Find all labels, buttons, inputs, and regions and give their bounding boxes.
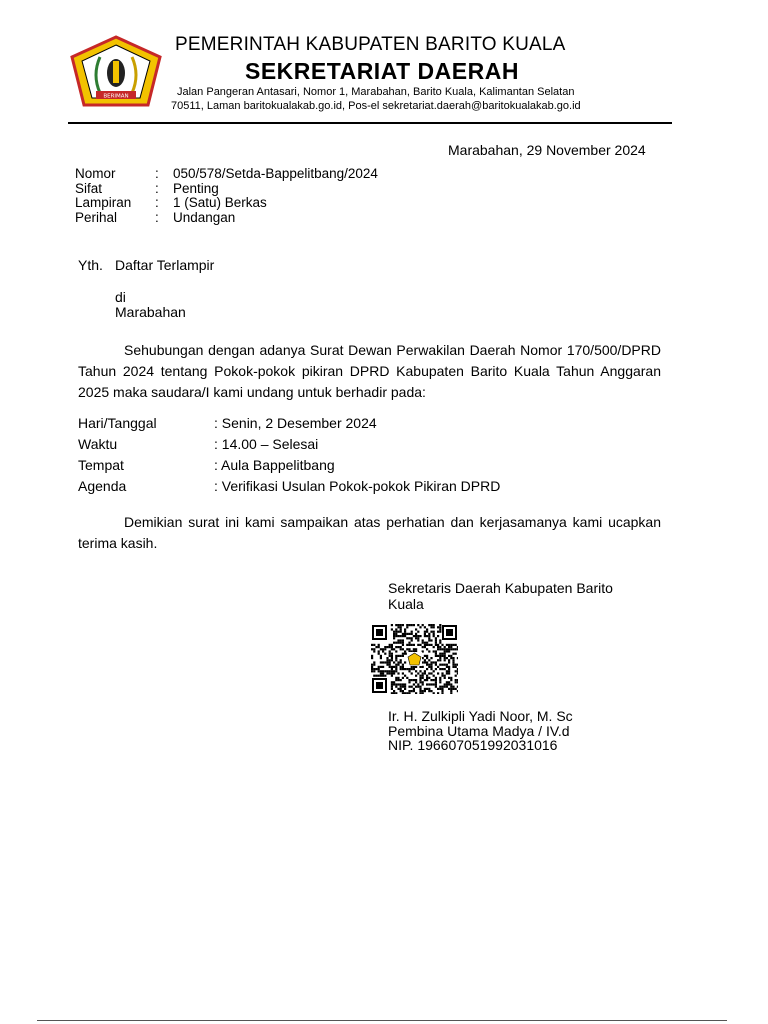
recipient-salutation: Yth.: [78, 257, 103, 273]
event-schedule: [78, 413, 500, 497]
schedule-label: Hari/Tanggal: [78, 415, 157, 431]
schedule-row-date: [78, 413, 500, 434]
schedule-row-place: [78, 455, 500, 476]
meta-label: Lampiran: [75, 195, 132, 210]
schedule-value: : Aula Bappelitbang: [214, 457, 335, 473]
signature-qr-code: [371, 624, 458, 694]
schedule-label: Waktu: [78, 436, 118, 452]
schedule-row-time: [78, 434, 500, 455]
meta-row-number: [75, 167, 378, 182]
meta-separator: :: [155, 166, 159, 181]
office-name: SEKRETARIAT DAERAH: [245, 58, 519, 84]
meta-label: Perihal: [75, 209, 118, 225]
address-line-2: 70511, Laman baritokualakab.go.id, Pos-el sekretariat.daerah@baritokualakab.go.id: [171, 100, 581, 112]
meta-label: Nomor: [75, 166, 116, 181]
letter-meta: [75, 167, 378, 225]
regency-emblem-icon: [70, 35, 162, 111]
letterhead-divider: [68, 122, 672, 124]
schedule-value: : Senin, 2 Desember 2024: [214, 415, 377, 431]
meta-value: Undangan: [173, 209, 236, 225]
meta-separator: :: [155, 180, 159, 196]
schedule-label: Tempat: [78, 457, 124, 473]
meta-row-nature: [75, 182, 378, 197]
signer-name: Ir. H. Zulkipli Yadi Noor, M. Sc: [388, 708, 573, 724]
address-line-1: Jalan Pangeran Antasari, Nomor 1, Marabahan, Barito Kuala, Kalimantan Selatan: [177, 86, 575, 98]
meta-label: Sifat: [75, 180, 103, 196]
meta-row-subject: [75, 211, 378, 226]
opening-paragraph: Sehubungan dengan adanya Surat Dewan Perwakilan Daerah Nomor 170/500/DPRD Tahun 2024 tentang Pokok-pokok pikiran DPRD Kabupaten Barito Kuala Tahun Anggaran 2025 maka saudara/I kami undang untuk berhadir pada:: [78, 342, 661, 400]
regency-logo: [70, 35, 162, 111]
signer-nip: NIP. 196607051992031016: [388, 737, 558, 753]
signature-title: Sekretaris Daerah Kabupaten Barito Kuala: [388, 580, 613, 612]
schedule-label: Agenda: [78, 478, 127, 494]
meta-separator: :: [155, 195, 159, 210]
recipient-name: Daftar Terlampir: [115, 257, 215, 273]
closing-paragraph: Demikian surat ini kami sampaikan atas perhatian dan kerjasamanya kami ucapkan terima kasih.: [78, 514, 661, 551]
recipient-di: di: [115, 289, 126, 305]
schedule-value: : 14.00 – Selesai: [214, 436, 319, 452]
recipient-place: Marabahan: [115, 304, 186, 320]
meta-row-attachment: [75, 196, 378, 211]
schedule-value: : Verifikasi Usulan Pokok-pokok Pikiran DPRD: [214, 478, 501, 494]
svg-text:BERIMAN: BERIMAN: [103, 93, 129, 100]
government-name: PEMERINTAH KABUPATEN BARITO KUALA: [175, 34, 566, 55]
letter-date: Marabahan, 29 November 2024: [448, 142, 646, 158]
meta-separator: :: [155, 209, 159, 225]
signer-rank: Pembina Utama Madya / IV.d: [388, 722, 570, 739]
meta-value: Penting: [173, 180, 219, 196]
qr-code-icon: [371, 624, 458, 694]
signer-block: [388, 709, 573, 753]
meta-value: 1 (Satu) Berkas: [173, 195, 267, 210]
meta-value: 050/578/Setda-Bappelitbang/2024: [173, 166, 378, 181]
page-bottom-line: [37, 1020, 727, 1021]
schedule-row-agenda: [78, 476, 500, 497]
